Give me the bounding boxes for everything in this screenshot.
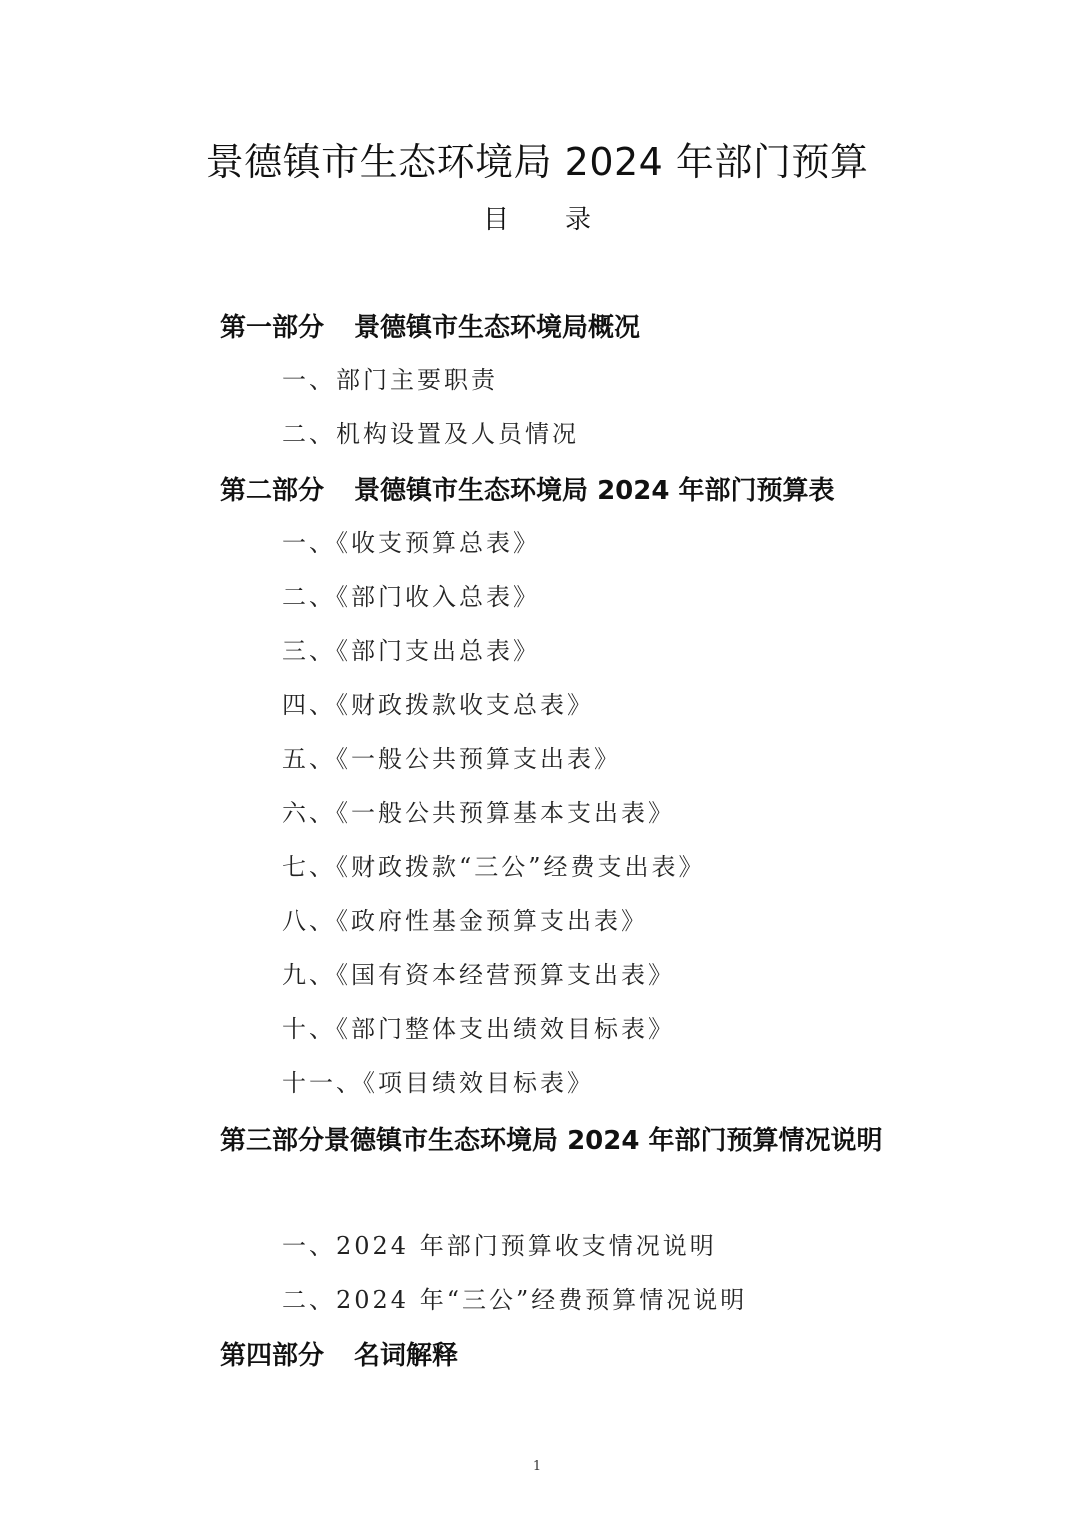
toc-item[interactable]: 四、《财政拨款收支总表》 (282, 691, 594, 719)
toc-part-label: 第二部分 (220, 476, 325, 506)
toc-item[interactable]: 六、《一般公共预算基本支出表》 (282, 799, 675, 827)
toc-item[interactable]: 二、机构设置及人员情况 (282, 420, 579, 448)
toc-item[interactable]: 一、部门主要职责 (282, 366, 498, 394)
toc-item[interactable]: 十、《部门整体支出绩效目标表》 (282, 1015, 675, 1043)
toc-part-1[interactable] (220, 308, 640, 348)
toc-part-heading: 景德镇市生态环境局 2024 年部门预算表 (354, 476, 835, 506)
toc-item[interactable]: 八、《政府性基金预算支出表》 (282, 907, 648, 935)
toc-item[interactable]: 二、2024 年“三公”经费预算情况说明 (282, 1286, 748, 1314)
toc-part-label: 第三部分 (220, 1126, 325, 1156)
toc-part-heading: 名词解释 (354, 1341, 459, 1371)
toc-part-label: 第四部分 (220, 1341, 325, 1371)
toc-part-4[interactable] (220, 1336, 458, 1376)
toc-item[interactable]: 五、《一般公共预算支出表》 (282, 745, 621, 773)
toc-item[interactable]: 二、《部门收入总表》 (282, 583, 540, 611)
toc-item[interactable]: 九、《国有资本经营预算支出表》 (282, 961, 675, 989)
toc-item[interactable]: 一、《收支预算总表》 (282, 529, 540, 557)
toc-heading: 目录 (482, 205, 647, 235)
page-number: 1 (532, 1459, 542, 1474)
toc-part-2[interactable] (220, 471, 834, 511)
toc-item[interactable]: 三、《部门支出总表》 (282, 637, 540, 665)
toc-part-heading: 景德镇市生态环境局 2024 年部门预算情况说明 (324, 1126, 883, 1156)
toc-part-label: 第一部分 (220, 313, 325, 343)
toc-item[interactable]: 十一、《项目绩效目标表》 (282, 1069, 594, 1097)
toc-part-heading: 景德镇市生态环境局概况 (354, 313, 641, 343)
document-title: 景德镇市生态环境局 2024 年部门预算 (205, 140, 869, 184)
toc-item[interactable]: 一、2024 年部门预算收支情况说明 (282, 1232, 717, 1260)
toc-part-3[interactable] (168, 1116, 913, 1166)
toc-item[interactable]: 七、《财政拨款“三公”经费支出表》 (282, 853, 706, 881)
